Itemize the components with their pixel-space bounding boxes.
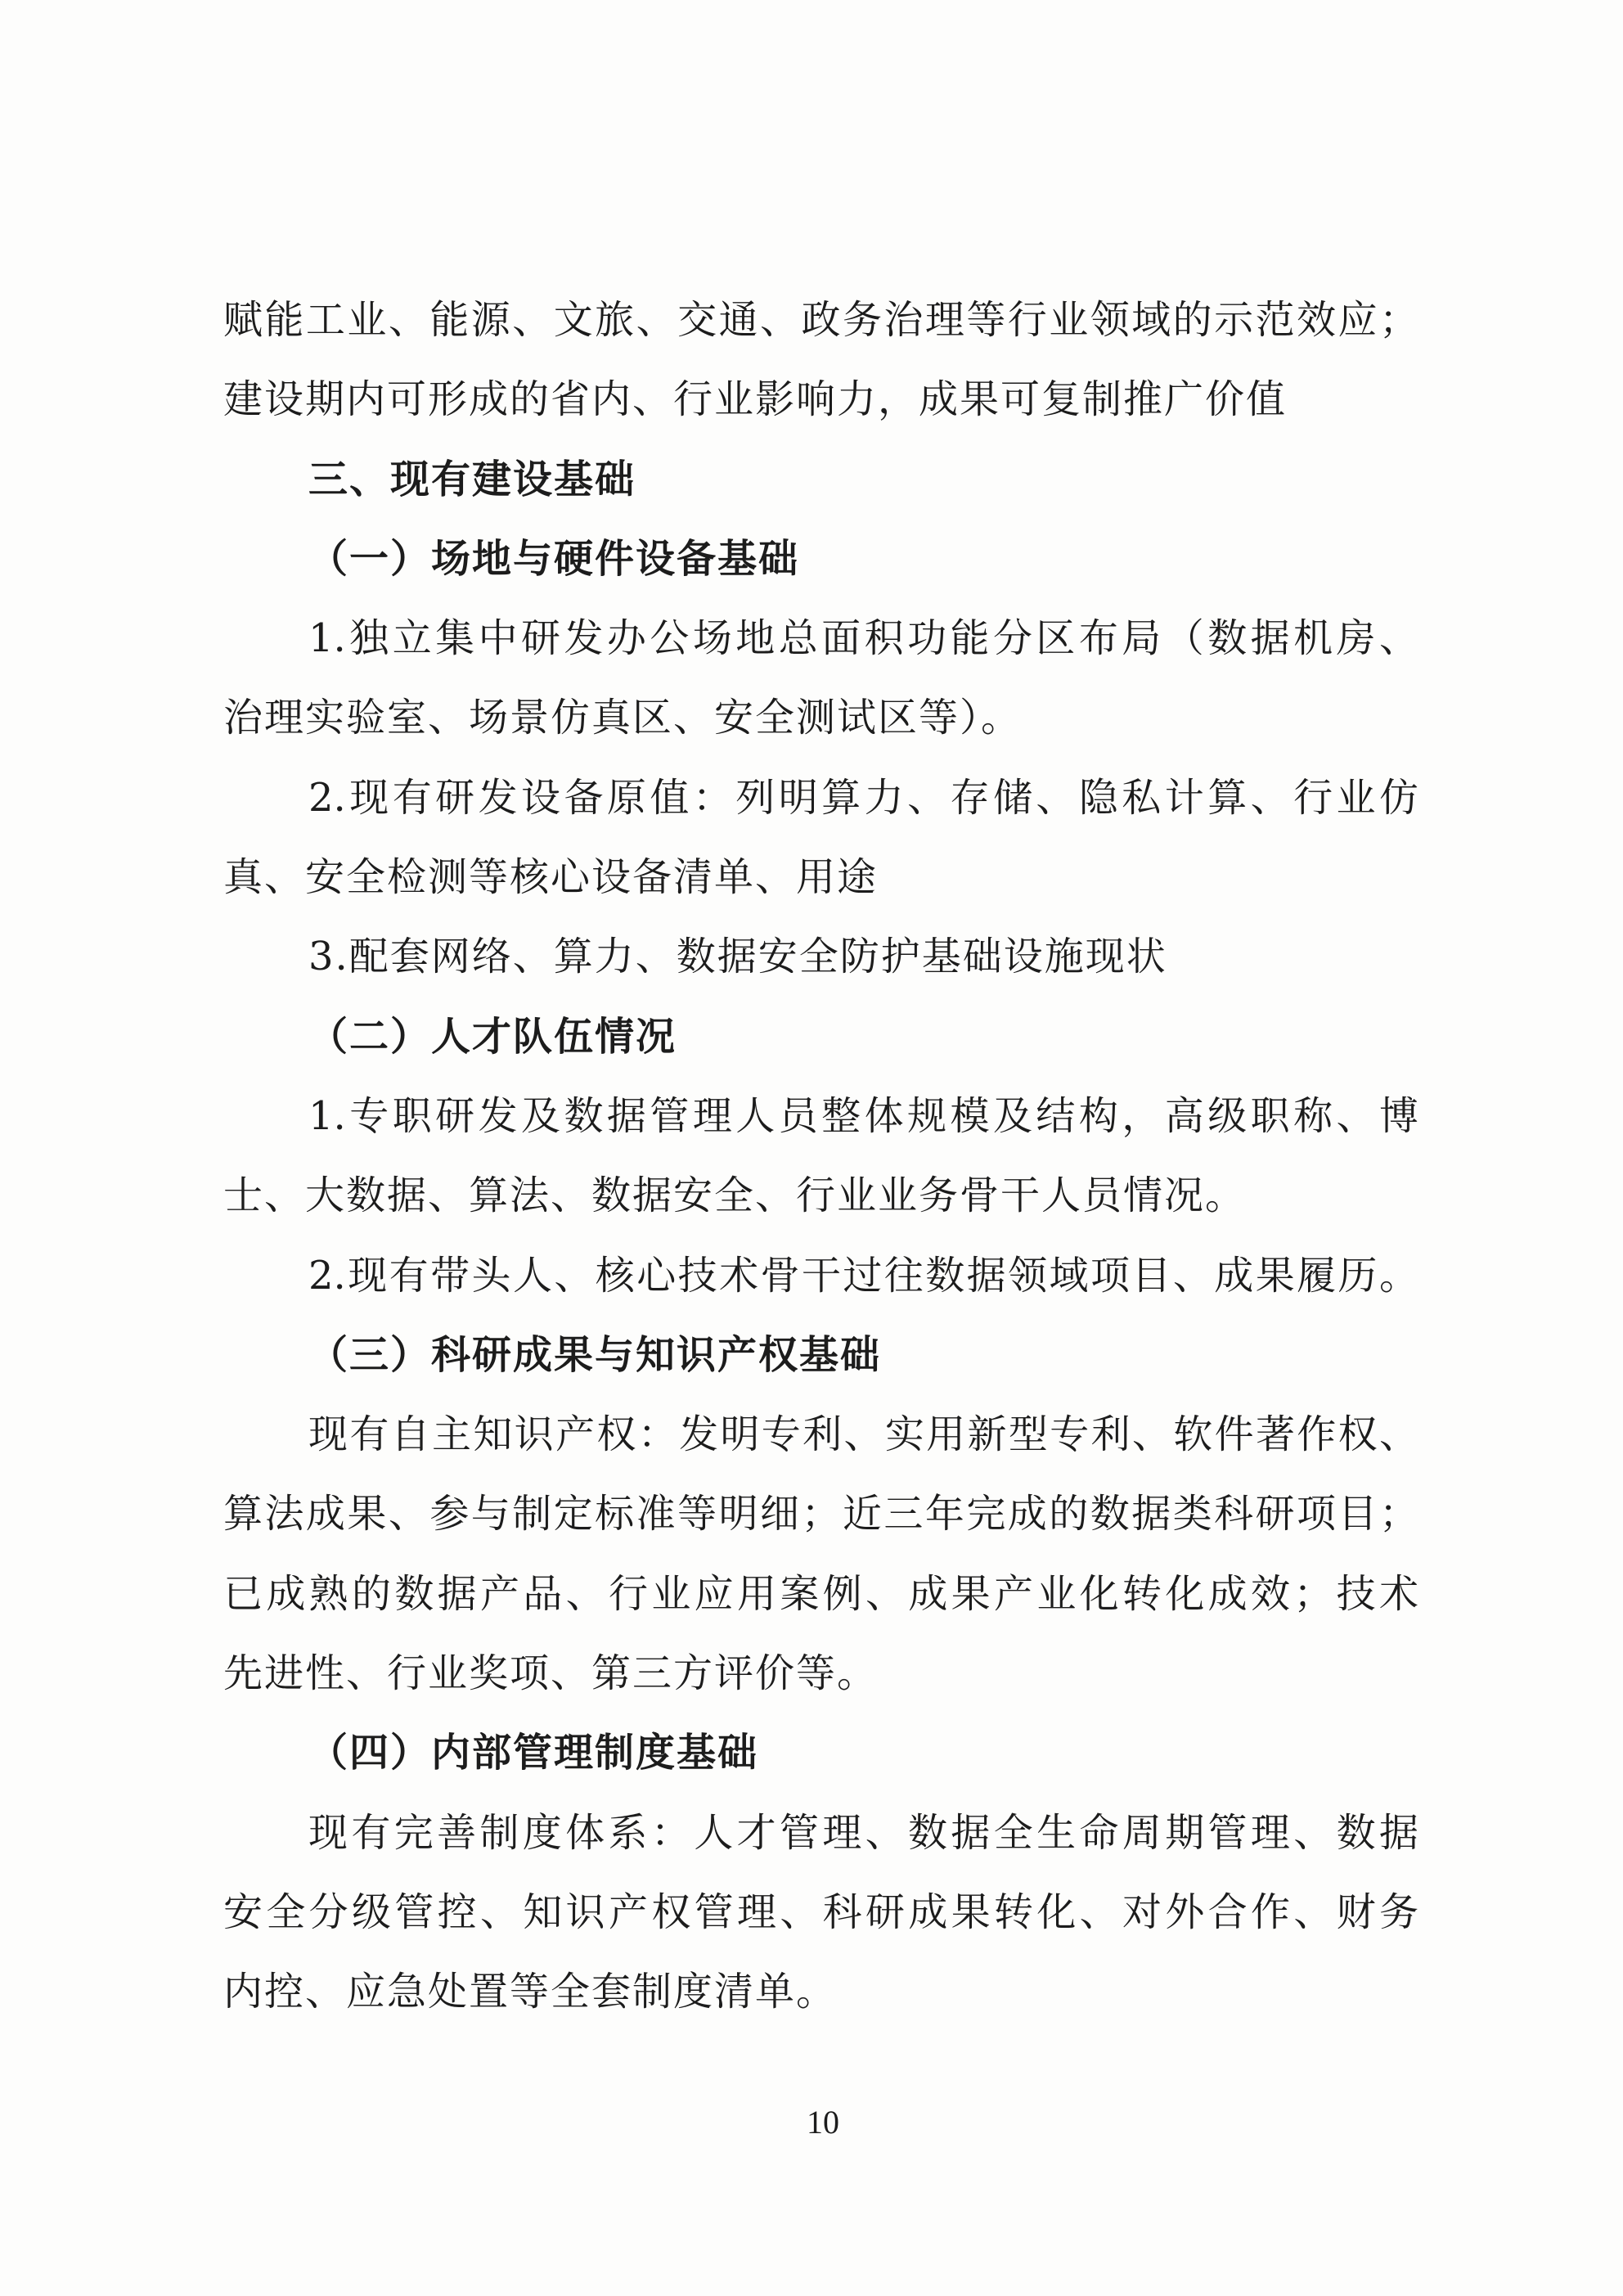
page-number: 10 bbox=[807, 2104, 839, 2141]
paragraph-line: 3.配套网络、算力、数据安全防护基础设施现状 bbox=[308, 934, 1167, 980]
paragraph-line: 内控、应急处置等全套制度清单。 bbox=[223, 1969, 838, 2015]
subsection-heading: （三）科研成果与知识产权基础 bbox=[308, 1331, 882, 1378]
paragraph-line: 2.现有带头人、核心技术骨干过往数据领域项目、成果履历。 bbox=[308, 1252, 1418, 1299]
paragraph-line: 已成熟的数据产品、行业应用案例、成果产业化转化成效；技术 bbox=[223, 1570, 1418, 1617]
paragraph-line: 算法成果、参与制定标准等明细；近三年完成的数据类科研项目； bbox=[223, 1491, 1418, 1537]
subsection-heading: （四）内部管理制度基础 bbox=[308, 1730, 759, 1776]
subsection-heading: （二）人才队伍情况 bbox=[308, 1013, 677, 1060]
section-heading: 三、现有建设基础 bbox=[308, 456, 636, 502]
page-body bbox=[223, 281, 1418, 2033]
paragraph-line: 1.独立集中研发办公场地总面积功能分区布局（数据机房、 bbox=[308, 615, 1418, 662]
paragraph-line: 先进性、行业奖项、第三方评价等。 bbox=[223, 1650, 879, 1697]
paragraph-line: 现有完善制度体系：人才管理、数据全生命周期管理、数据 bbox=[308, 1809, 1418, 1856]
paragraph-line: 1.专职研发及数据管理人员整体规模及结构，高级职称、博 bbox=[308, 1092, 1418, 1139]
paragraph-line: 建设期内可形成的省内、行业影响力，成果可复制推广价值 bbox=[223, 376, 1288, 423]
subsection-heading: （一）场地与硬件设备基础 bbox=[308, 535, 800, 582]
paragraph-line: 治理实验室、场景仿真区、安全测试区等）。 bbox=[223, 695, 1023, 741]
paragraph-line: 真、安全检测等核心设备清单、用途 bbox=[223, 854, 879, 901]
paragraph-line: 安全分级管控、知识产权管理、科研成果转化、对外合作、财务 bbox=[223, 1889, 1418, 1935]
paragraph-line: 赋能工业、能源、文旅、交通、政务治理等行业领域的示范效应； bbox=[223, 297, 1418, 343]
paragraph-line: 2.现有研发设备原值：列明算力、存储、隐私计算、行业仿 bbox=[308, 774, 1418, 821]
paragraph-line: 现有自主知识产权：发明专利、实用新型专利、软件著作权、 bbox=[308, 1411, 1418, 1458]
paragraph-line: 士、大数据、算法、数据安全、行业业务骨干人员情况。 bbox=[223, 1173, 1247, 1219]
